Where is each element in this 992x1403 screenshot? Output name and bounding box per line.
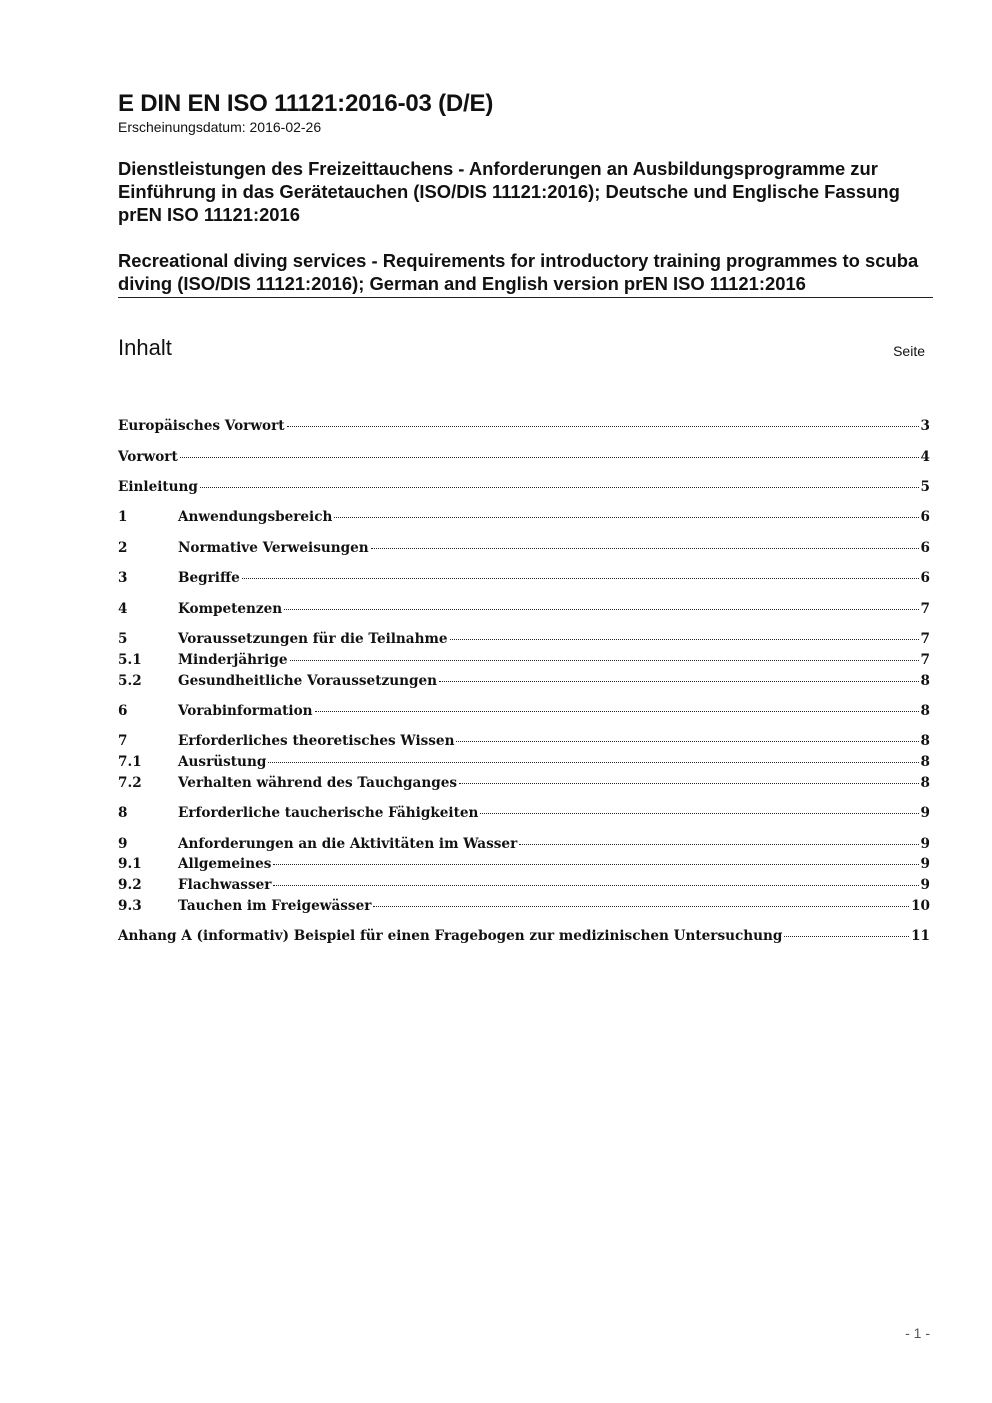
title-english: Recreational diving services - Requirements for introductory training programmes to scuba diving (ISO/DIS 11121:2016); German and English version prEN ISO 11121:2016 (118, 249, 933, 298)
toc-entry-text: Tauchen im Freigewässer (178, 898, 372, 914)
toc-leader-dots (200, 487, 919, 488)
title-german: Dienstleistungen des Freizeittauchens - Anforderungen an Ausbildungsprogramme zur Einführung in das Gerätetauchen (ISO/DIS 11121:2016); Deutsche und Englische Fassung prEN ISO 11121:2016 (118, 158, 900, 225)
toc-entry-text: Anhang A (informativ) Beispiel für einen Fragebogen zur medizinischen Untersuchung (118, 928, 783, 944)
toc-leader-dots (287, 426, 919, 427)
toc-leader-dots (784, 936, 909, 937)
toc-entry-text: Anforderungen an die Aktivitäten im Wasser (178, 836, 518, 852)
toc-header (118, 335, 933, 365)
toc-entry-text: Europäisches Vorwort (118, 418, 285, 434)
toc-leader-dots (371, 548, 919, 549)
toc-entry-text: Verhalten während des Tauchganges (178, 775, 458, 791)
toc-entry-page: 3 (920, 418, 930, 434)
toc-entry-number: 5.2 (118, 673, 142, 689)
toc-entry[interactable] (118, 568, 930, 588)
toc-entry-text: Voraussetzungen für die Teilnahme (178, 631, 448, 647)
toc-entry-page: 7 (920, 601, 930, 617)
toc-entry[interactable] (118, 477, 930, 497)
toc-entry-number: 7.1 (118, 754, 142, 770)
toc-entry-text: Flachwasser (178, 877, 272, 893)
toc-page-label: Seite (893, 343, 925, 359)
toc-leader-dots (242, 578, 919, 579)
toc-entry-page: 9 (920, 877, 930, 893)
toc-entry[interactable] (118, 701, 930, 721)
toc-leader-dots (315, 711, 919, 712)
toc-entry[interactable] (118, 875, 930, 895)
toc-entry[interactable] (118, 507, 930, 527)
toc-entry-number: 9.3 (118, 898, 142, 914)
toc-entry[interactable] (118, 599, 930, 619)
toc-leader-dots (290, 660, 919, 661)
toc-entry-text: Vorabinformation (178, 703, 313, 719)
toc-entry-number: 1 (118, 509, 128, 525)
page-number: - 1 - (905, 1325, 930, 1341)
toc-entry-number: 3 (118, 570, 128, 586)
toc-entry[interactable] (118, 773, 930, 793)
toc-title: Inhalt (118, 335, 172, 360)
toc-entry-text: Normative Verweisungen (178, 540, 369, 556)
toc-entry-text: Erforderliche taucherische Fähigkeiten (178, 805, 479, 821)
toc-leader-dots (373, 906, 909, 907)
toc-entry-number: 9.1 (118, 856, 142, 872)
toc-leader-dots (519, 844, 918, 845)
toc-entry-number: 8 (118, 805, 128, 821)
toc-leader-dots (439, 681, 919, 682)
toc-entry-page: 9 (920, 836, 930, 852)
toc-entry-number: 5 (118, 631, 128, 647)
toc-entry-page: 7 (920, 631, 930, 647)
toc-entry-page: 6 (920, 570, 930, 586)
toc-entry[interactable] (118, 650, 930, 670)
toc-entry-page: 9 (920, 805, 930, 821)
toc-entry-number: 2 (118, 540, 128, 556)
toc-entry-number: 7 (118, 733, 128, 749)
toc-entry-page: 8 (920, 673, 930, 689)
toc-entry-text: Einleitung (118, 479, 198, 495)
toc-entry-page: 8 (920, 754, 930, 770)
toc-entry-text: Allgemeines (178, 856, 272, 872)
toc-entry[interactable] (118, 752, 930, 772)
toc-entry-page: 7 (920, 652, 930, 668)
toc-leader-dots (459, 783, 918, 784)
document-page (118, 90, 933, 1360)
toc-entry-number: 6 (118, 703, 128, 719)
toc-entry-text: Vorwort (118, 449, 178, 465)
toc-entry-text: Minderjährige (178, 652, 288, 668)
toc-entry[interactable] (118, 538, 930, 558)
toc-entry-page: 4 (920, 449, 930, 465)
toc-entry-text: Anwendungsbereich (178, 509, 333, 525)
toc-entry-text: Kompetenzen (178, 601, 283, 617)
toc-entry-text: Ausrüstung (178, 754, 267, 770)
toc-entry[interactable] (118, 671, 930, 691)
toc-leader-dots (273, 864, 918, 865)
toc-leader-dots (450, 639, 919, 640)
toc-leader-dots (180, 457, 919, 458)
toc-entry[interactable] (118, 447, 930, 467)
toc-leader-dots (456, 741, 918, 742)
toc-leader-dots (268, 762, 918, 763)
toc-entry-number: 5.1 (118, 652, 142, 668)
toc-entry[interactable] (118, 854, 930, 874)
toc-entry-page: 8 (920, 733, 930, 749)
toc-entry[interactable] (118, 834, 930, 854)
toc-entry-text: Gesundheitliche Voraussetzungen (178, 673, 438, 689)
document-id: E DIN EN ISO 11121:2016-03 (D/E) (118, 90, 494, 117)
toc-entry-page: 8 (920, 703, 930, 719)
toc-entry-page: 10 (911, 898, 930, 914)
toc-entry-page: 8 (920, 775, 930, 791)
toc-entry[interactable] (118, 629, 930, 649)
toc-entry-text: Erforderliches theoretisches Wissen (178, 733, 455, 749)
toc-entry[interactable] (118, 416, 930, 436)
toc-leader-dots (334, 517, 918, 518)
toc-entry-page: 6 (920, 540, 930, 556)
publication-date: Erscheinungsdatum: 2016-02-26 (118, 119, 322, 135)
toc-entry-number: 7.2 (118, 775, 142, 791)
toc-entry-page: 11 (911, 928, 930, 944)
toc-leader-dots (480, 813, 918, 814)
toc-leader-dots (273, 885, 918, 886)
toc-entry-number: 9.2 (118, 877, 142, 893)
toc-entry[interactable] (118, 926, 930, 946)
toc-entry[interactable] (118, 896, 930, 916)
toc-entry-page: 6 (920, 509, 930, 525)
toc-entry-text: Begriffe (178, 570, 240, 586)
toc-entry-number: 4 (118, 601, 128, 617)
toc-entry[interactable] (118, 803, 930, 823)
toc-entry-number: 9 (118, 836, 128, 852)
toc-entry-page: 9 (920, 856, 930, 872)
toc-entry-page: 5 (920, 479, 930, 495)
toc-leader-dots (284, 609, 918, 610)
toc-entry[interactable] (118, 731, 930, 751)
